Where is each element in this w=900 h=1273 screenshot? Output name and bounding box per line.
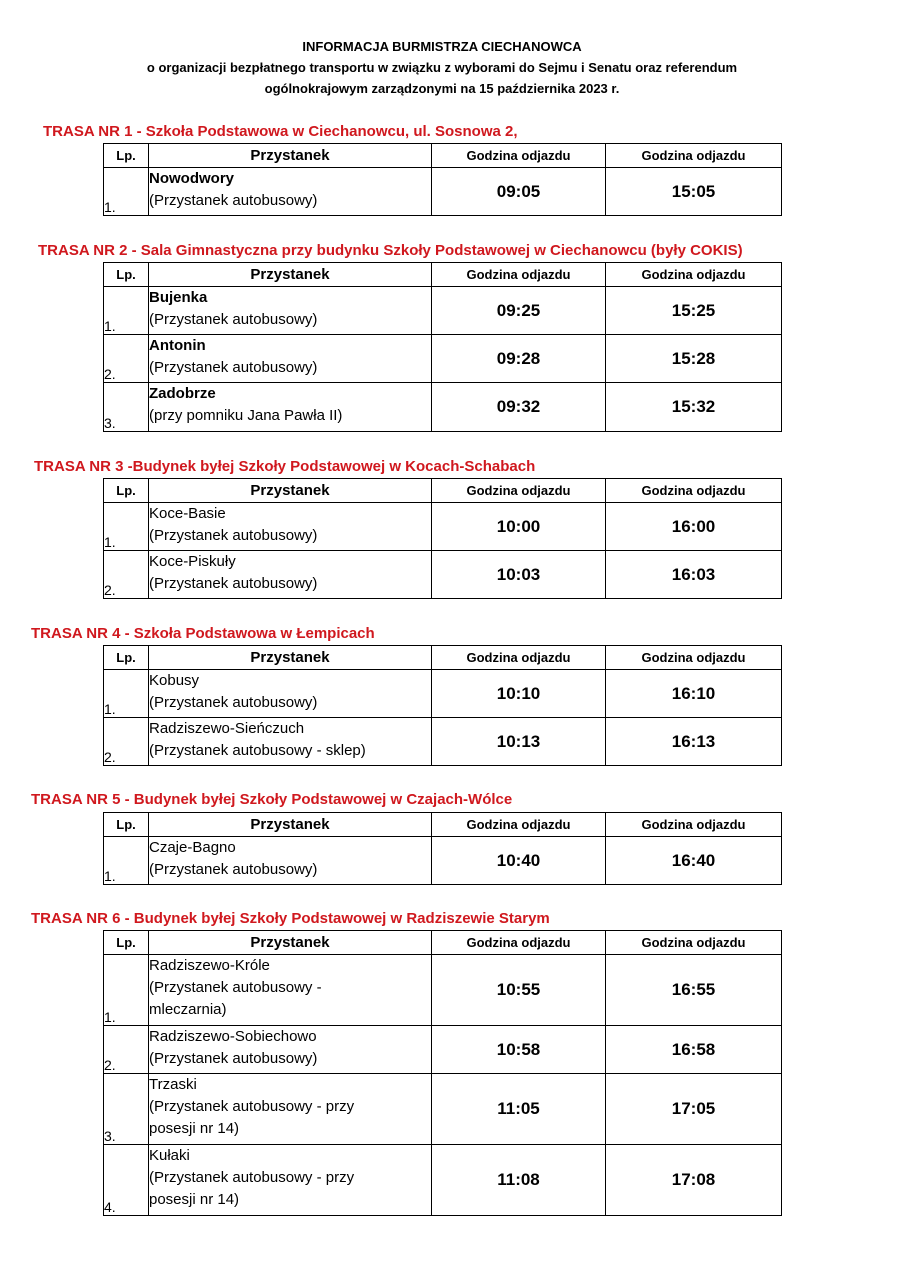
header-departure-2: Godzina odjazdu bbox=[606, 646, 782, 670]
departure-time-1: 10:00 bbox=[432, 503, 606, 551]
stop-number: 2. bbox=[104, 551, 149, 599]
table-row bbox=[104, 1074, 782, 1145]
departure-time-2: 15:28 bbox=[606, 335, 782, 383]
stop-description: (przy pomniku Jana Pawła II) bbox=[149, 407, 343, 424]
route-6-title: TRASA NR 6 - Budynek byłej Szkoły Podstawowej w Radziszewie Starym bbox=[31, 910, 550, 927]
header-departure-2: Godzina odjazdu bbox=[606, 144, 782, 168]
table-header-row bbox=[104, 646, 782, 670]
departure-time-2: 16:40 bbox=[606, 837, 782, 885]
departure-time-2: 17:08 bbox=[606, 1145, 782, 1216]
stop-description: (Przystanek autobusowy - mleczarnia) bbox=[149, 979, 322, 1018]
header-lp: Lp. bbox=[104, 479, 149, 503]
table-row bbox=[104, 168, 782, 216]
table-row bbox=[104, 551, 782, 599]
stop-description: (Przystanek autobusowy) bbox=[149, 694, 318, 711]
header-line-3: ogólnokrajowym zarządzonymi na 15 października 2023 r. bbox=[264, 81, 620, 96]
stop-name: Radziszewo-Króle bbox=[149, 957, 270, 974]
departure-time-1: 10:40 bbox=[432, 837, 606, 885]
stop-description: (Przystanek autobusowy) bbox=[149, 192, 318, 209]
table-row bbox=[104, 955, 782, 1026]
departure-time-1: 10:55 bbox=[432, 955, 606, 1026]
departure-time-2: 16:58 bbox=[606, 1026, 782, 1074]
header-departure-2: Godzina odjazdu bbox=[606, 931, 782, 955]
stop-cell bbox=[149, 1145, 432, 1216]
header-departure-2: Godzina odjazdu bbox=[606, 263, 782, 287]
stop-number: 2. bbox=[104, 1026, 149, 1074]
stop-description: (Przystanek autobusowy - przy posesji nr 14) bbox=[149, 1169, 355, 1208]
route-2-table bbox=[103, 262, 782, 432]
departure-time-1: 10:10 bbox=[432, 670, 606, 718]
header-departure-2: Godzina odjazdu bbox=[606, 479, 782, 503]
stop-cell bbox=[149, 335, 432, 383]
route-4-title: TRASA NR 4 - Szkoła Podstawowa w Łempicach bbox=[31, 625, 375, 642]
stop-number: 1. bbox=[104, 670, 149, 718]
stop-number: 3. bbox=[104, 383, 149, 432]
route-1-title: TRASA NR 1 - Szkoła Podstawowa w Ciechanowcu, ul. Sosnowa 2, bbox=[43, 123, 518, 140]
stop-description: (Przystanek autobusowy) bbox=[149, 861, 318, 878]
stop-name: Nowodwory bbox=[149, 170, 234, 187]
table-row bbox=[104, 718, 782, 766]
stop-description: (Przystanek autobusowy) bbox=[149, 527, 318, 544]
stop-description: (Przystanek autobusowy) bbox=[149, 359, 318, 376]
stop-name: Bujenka bbox=[149, 289, 208, 306]
stop-name: Zadobrze bbox=[149, 385, 216, 402]
stop-number: 1. bbox=[104, 168, 149, 216]
route-3-title: TRASA NR 3 -Budynek byłej Szkoły Podstawowej w Kocach-Schabach bbox=[34, 458, 536, 475]
header-departure-1: Godzina odjazdu bbox=[432, 646, 606, 670]
stop-name: Czaje-Bagno bbox=[149, 839, 236, 856]
header-lp: Lp. bbox=[104, 263, 149, 287]
stop-name: Antonin bbox=[149, 337, 206, 354]
departure-time-2: 17:05 bbox=[606, 1074, 782, 1145]
stop-number: 1. bbox=[104, 955, 149, 1026]
departure-time-2: 16:13 bbox=[606, 718, 782, 766]
stop-description: (Przystanek autobusowy - sklep) bbox=[149, 742, 366, 759]
stop-cell bbox=[149, 718, 432, 766]
header-lp: Lp. bbox=[104, 813, 149, 837]
header-line-2: o organizacji bezpłatnego transportu w związku z wyborami do Sejmu i Senatu oraz referendum bbox=[146, 60, 738, 75]
stop-number: 1. bbox=[104, 287, 149, 335]
route-1-table bbox=[103, 143, 782, 216]
stop-name: Kobusy bbox=[149, 672, 200, 689]
stop-cell bbox=[149, 837, 432, 885]
stop-name: Radziszewo-Sobiechowo bbox=[149, 1028, 317, 1045]
stop-number: 1. bbox=[104, 503, 149, 551]
stop-name: Kułaki bbox=[149, 1147, 190, 1164]
stop-number: 2. bbox=[104, 335, 149, 383]
route-6-table bbox=[103, 930, 782, 1216]
route-3-table bbox=[103, 478, 782, 599]
table-row bbox=[104, 1145, 782, 1216]
route-4-table bbox=[103, 645, 782, 766]
departure-time-2: 16:03 bbox=[606, 551, 782, 599]
stop-number: 1. bbox=[104, 837, 149, 885]
table-row bbox=[104, 287, 782, 335]
departure-time-2: 16:10 bbox=[606, 670, 782, 718]
header-departure-1: Godzina odjazdu bbox=[432, 263, 606, 287]
table-header-row bbox=[104, 813, 782, 837]
departure-time-1: 10:58 bbox=[432, 1026, 606, 1074]
header-stop: Przystanek bbox=[149, 144, 432, 168]
header-departure-1: Godzina odjazdu bbox=[432, 931, 606, 955]
stop-number: 3. bbox=[104, 1074, 149, 1145]
header-title: INFORMACJA BURMISTRZA CIECHANOWCA bbox=[302, 39, 582, 54]
header-lp: Lp. bbox=[104, 931, 149, 955]
header-departure-1: Godzina odjazdu bbox=[432, 813, 606, 837]
route-5-title: TRASA NR 5 - Budynek byłej Szkoły Podstawowej w Czajach-Wólce bbox=[31, 791, 513, 808]
table-row bbox=[104, 670, 782, 718]
stop-cell bbox=[149, 1074, 432, 1145]
route-5-table bbox=[103, 812, 782, 885]
departure-time-1: 11:08 bbox=[432, 1145, 606, 1216]
document-header bbox=[0, 36, 884, 99]
stop-cell bbox=[149, 168, 432, 216]
departure-time-1: 09:32 bbox=[432, 383, 606, 432]
table-header-row bbox=[104, 144, 782, 168]
stop-number: 2. bbox=[104, 718, 149, 766]
departure-time-2: 15:32 bbox=[606, 383, 782, 432]
stop-cell bbox=[149, 287, 432, 335]
stop-cell bbox=[149, 551, 432, 599]
departure-time-2: 15:05 bbox=[606, 168, 782, 216]
header-departure-1: Godzina odjazdu bbox=[432, 479, 606, 503]
header-stop: Przystanek bbox=[149, 931, 432, 955]
departure-time-1: 09:05 bbox=[432, 168, 606, 216]
stop-cell bbox=[149, 503, 432, 551]
stop-name: Koce-Piskuły bbox=[149, 553, 236, 570]
departure-time-1: 10:13 bbox=[432, 718, 606, 766]
departure-time-2: 15:25 bbox=[606, 287, 782, 335]
stop-description: (Przystanek autobusowy) bbox=[149, 1050, 318, 1067]
table-row bbox=[104, 383, 782, 432]
header-lp: Lp. bbox=[104, 144, 149, 168]
stop-cell bbox=[149, 670, 432, 718]
stop-name: Radziszewo-Sieńczuch bbox=[149, 720, 305, 737]
stop-cell bbox=[149, 383, 432, 432]
header-departure-1: Godzina odjazdu bbox=[432, 144, 606, 168]
stop-cell bbox=[149, 955, 432, 1026]
header-departure-2: Godzina odjazdu bbox=[606, 813, 782, 837]
departure-time-2: 16:55 bbox=[606, 955, 782, 1026]
table-header-row bbox=[104, 931, 782, 955]
departure-time-1: 10:03 bbox=[432, 551, 606, 599]
departure-time-2: 16:00 bbox=[606, 503, 782, 551]
stop-name: Koce-Basie bbox=[149, 505, 226, 522]
table-row bbox=[104, 335, 782, 383]
table-row bbox=[104, 503, 782, 551]
stop-number: 4. bbox=[104, 1145, 149, 1216]
header-stop: Przystanek bbox=[149, 479, 432, 503]
route-2-title: TRASA NR 2 - Sala Gimnastyczna przy budynku Szkoły Podstawowej w Ciechanowcu (były COKIS) bbox=[38, 242, 743, 259]
stop-name: Trzaski bbox=[149, 1076, 197, 1093]
stop-description: (Przystanek autobusowy - przy posesji nr 14) bbox=[149, 1098, 355, 1137]
table-header-row bbox=[104, 479, 782, 503]
header-stop: Przystanek bbox=[149, 263, 432, 287]
stop-cell bbox=[149, 1026, 432, 1074]
table-row bbox=[104, 837, 782, 885]
header-stop: Przystanek bbox=[149, 813, 432, 837]
departure-time-1: 09:28 bbox=[432, 335, 606, 383]
header-lp: Lp. bbox=[104, 646, 149, 670]
table-header-row bbox=[104, 263, 782, 287]
stop-description: (Przystanek autobusowy) bbox=[149, 575, 318, 592]
departure-time-1: 11:05 bbox=[432, 1074, 606, 1145]
stop-description: (Przystanek autobusowy) bbox=[149, 311, 318, 328]
departure-time-1: 09:25 bbox=[432, 287, 606, 335]
header-stop: Przystanek bbox=[149, 646, 432, 670]
table-row bbox=[104, 1026, 782, 1074]
